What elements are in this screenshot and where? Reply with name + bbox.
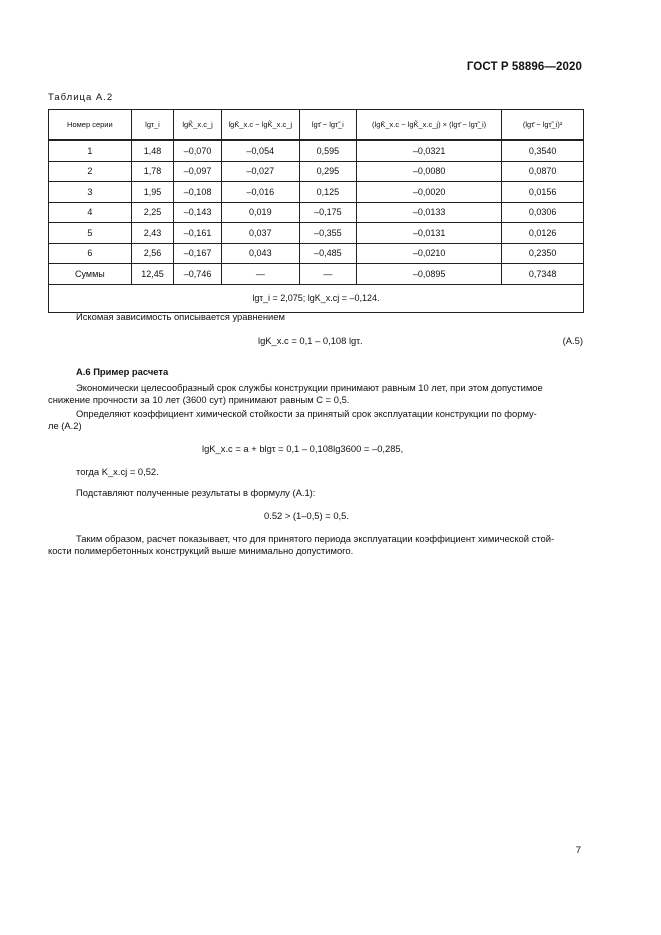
section-title: А.6 Пример расчета [76,366,169,377]
table-cell: 0,295 [299,161,356,182]
table-row [49,182,584,203]
column-header: lgτ_i [131,110,174,141]
paragraph: Искомая зависимость описывается уравнением [76,311,285,322]
table-row [49,161,584,182]
table-cell: 4 [49,202,132,223]
table-cell: 0,0156 [502,182,584,203]
paragraph: Подставляют полученные результаты в формулу (А.1): [76,487,316,498]
paragraph-line: кости полимербетонных конструкций выше минимально допустимого. [48,545,354,556]
table-row [49,223,584,244]
table-cell: 0,3540 [502,140,584,161]
table-cell: –0,016 [221,182,299,203]
paragraph-line: снижение прочности за 10 лет (3600 сут) принимают равным С = 0,5. [48,394,350,405]
table-cell: 2 [49,161,132,182]
table-cell: 2,56 [131,243,174,264]
table-cell: –0,485 [299,243,356,264]
table-sum-row [49,264,584,285]
table-caption: Таблица А.2 [48,92,114,103]
table-cell: 0,043 [221,243,299,264]
table-footer-row [49,284,584,312]
table-cell: — [221,264,299,285]
standard-designation: ГОСТ Р 58896—2020 [466,61,582,73]
data-table [48,109,584,313]
table-cell: 0,0870 [502,161,584,182]
table-cell: Суммы [49,264,132,285]
table-cell: 1,78 [131,161,174,182]
table-cell: 1,95 [131,182,174,203]
table-row [49,202,584,223]
table-cell: –0,746 [174,264,222,285]
table-cell: –0,355 [299,223,356,244]
page-number: 7 [575,845,581,856]
table-cell: 0,125 [299,182,356,203]
table-cell: –0,0131 [356,223,501,244]
table-cell: 0,0306 [502,202,584,223]
table-row [49,243,584,264]
table-cell: 0,595 [299,140,356,161]
table-cell: 5 [49,223,132,244]
table-cell: –0,0895 [356,264,501,285]
equation-number: (А.5) [562,335,583,346]
table-cell: –0,0133 [356,202,501,223]
paragraph: тогда K_x.cj = 0,52. [76,466,159,477]
table-cell: –0,0321 [356,140,501,161]
table-cell: — [299,264,356,285]
paragraph-line: ле (А.2) [48,420,82,431]
table-cell: –0,108 [174,182,222,203]
table-cell: –0,027 [221,161,299,182]
column-header: (lgτ̄ − lgτ̃_i)² [502,110,584,141]
table-cell: –0,0210 [356,243,501,264]
table-cell: –0,161 [174,223,222,244]
table-row [49,140,584,161]
table-cell: 0,0126 [502,223,584,244]
equation-check: 0.52 > (1–0,5) = 0,5. [264,510,349,521]
table-cell: 0,2350 [502,243,584,264]
table-cell: 12,45 [131,264,174,285]
table-cell: 1,48 [131,140,174,161]
table-cell: –0,175 [299,202,356,223]
table-cell: 1 [49,140,132,161]
table-cell: –0,070 [174,140,222,161]
table-cell: –0,167 [174,243,222,264]
table-header-row [49,110,584,141]
table-cell: –0,097 [174,161,222,182]
table-footer-note: lgτ_i = 2,075; lgK_x.cj = –0,124. [49,284,584,312]
table-cell: –0,0080 [356,161,501,182]
table-cell: 2,25 [131,202,174,223]
table-cell: 2,43 [131,223,174,244]
equation-calc: lgK_x.c = a + blgτ = 0,1 – 0,108lg3600 = –0,285, [202,443,404,454]
table-cell: 0,037 [221,223,299,244]
column-header: lgK̄_x.c − lgK̃_x.c_j [221,110,299,141]
column-header: (lgK̄_x.c − lgK̃_x.c_j) × (lgτ̄ − lgτ̃_i) [356,110,501,141]
table-cell: –0,0020 [356,182,501,203]
table-cell: 0,019 [221,202,299,223]
table-cell: 0,7348 [502,264,584,285]
table-cell: –0,143 [174,202,222,223]
table-cell: 6 [49,243,132,264]
paragraph-line: Экономически целесообразный срок службы конструкции принимают равным 10 лет, при этом допустимое [76,382,543,393]
paragraph-line: Определяют коэффициент химической стойкости за принятый срок эксплуатации конструкции по форму- [76,408,537,419]
table-cell: 3 [49,182,132,203]
table-cell: –0,054 [221,140,299,161]
column-header: lgK̃_x.c_j [174,110,222,141]
column-header: Номер серии [49,110,132,141]
column-header: lgτ̄ − lgτ̃_i [299,110,356,141]
equation-a5: lgK_x.c = 0,1 – 0,108 lgτ. [258,335,363,346]
paragraph-line: Таким образом, расчет показывает, что для принятого периода эксплуатации коэффициент химической стой- [76,533,555,544]
